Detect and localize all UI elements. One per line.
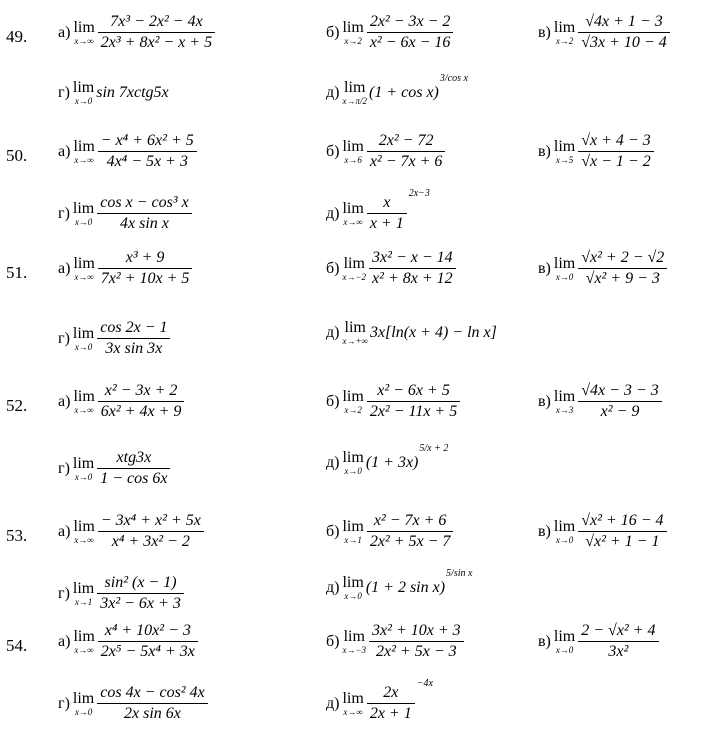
limit-word: lim [72,454,95,472]
limit-word: lim [73,387,95,405]
limit-subscript: x→0 [344,466,362,476]
problem-5-part-b [326,623,465,661]
fraction [98,623,198,661]
numerator: √x + 4 − 3 [581,132,651,149]
problem-1-part-d [58,195,193,233]
problem-2-part-a [58,250,193,288]
fraction [578,623,658,661]
denominator: x² + 8x + 12 [372,269,453,287]
part-label: г) [58,204,70,222]
problem-4-part-d [58,575,185,613]
problem-0-part-d [58,80,169,106]
part-label: а) [58,522,71,540]
numerator: x² − 7x + 6 [373,512,447,529]
problem-number: 53. [6,526,28,545]
problem-5-part-c [538,623,660,661]
problem-3-part-d [58,450,171,488]
limit-subscript: x→∞ [74,154,94,165]
limit-subscript: x→0 [74,216,93,227]
problem-2-part-c [538,250,668,288]
exponent: −4x [416,678,433,689]
numerator: √x² + 2 − √2 [581,249,665,266]
numerator: 2x [383,684,399,701]
problem-2-part-e [326,320,497,346]
part-label: в) [538,259,551,277]
expression: (1 + 3x) [365,454,419,471]
problem-1-part-e [326,188,430,233]
limit-subscript: x→∞ [74,644,94,655]
part-label: в) [538,522,551,540]
problem-4-part-c [538,513,668,551]
fraction [578,250,667,288]
fraction [97,320,170,358]
denominator: x⁴ + 3x² − 2 [111,532,190,550]
limit-word: lim [344,319,366,336]
limit-subscript: x→+∞ [342,336,368,346]
limit-word: lim [343,254,365,272]
problem-1-part-a [58,133,198,171]
limit-operator [342,691,363,717]
limit-word: lim [73,517,95,535]
problem-1-part-c [538,133,655,171]
problem-5-part-e [326,678,433,723]
denominator: 3x sin 3x [105,339,163,357]
limit-operator [342,20,363,46]
fraction [578,513,666,551]
part-label: б) [326,632,340,650]
limit-word: lim [342,18,364,36]
limit-operator [73,581,94,607]
limit-word: lim [342,574,364,591]
limit-word: lim [342,199,364,217]
limit-word: lim [72,579,95,597]
problem-number: 52. [6,396,28,415]
fraction [97,450,170,488]
denominator: 7x² + 10x + 5 [100,269,190,287]
limit-word: lim [72,689,95,707]
denominator: 1 − cos 6x [100,469,168,487]
limit-subscript: x→π/2 [342,96,367,106]
denominator: 2x² + 5x − 7 [369,532,451,550]
fraction [578,383,661,421]
part-label: д) [326,204,340,222]
numerator: cos x − cos³ x [100,194,189,211]
denominator: 2x³ + 8x² − x + 5 [100,33,213,51]
part-label: в) [538,23,551,41]
limit-subscript: x→−3 [342,644,367,655]
numerator: x³ + 9 [125,249,165,266]
limit-operator [554,256,575,282]
fraction [98,14,215,52]
limit-subscript: x→0 [555,271,574,282]
problem-0-part-b [326,14,454,52]
part-label: г) [58,694,70,712]
denominator: x² − 6x − 16 [369,33,451,51]
part-label: б) [326,23,340,41]
limit-word: lim [73,137,95,155]
exponent: 2x−3 [408,188,430,199]
problem-0-part-c [538,14,671,52]
limit-subscript: x→0 [555,644,574,655]
problem-3-part-e [326,443,449,476]
limit-subscript: x→∞ [343,216,363,227]
limit-operator [73,519,94,545]
limit-subscript: x→∞ [74,404,94,415]
limit-subscript: x→0 [74,341,93,352]
limit-subscript: x→2 [344,35,362,46]
limit-word: lim [553,137,576,155]
denominator: 4x sin x [120,214,169,232]
limit-word: lim [553,254,576,272]
part-label: а) [58,259,71,277]
numerator: x² − 3x + 2 [104,382,178,399]
problem-2-part-d [58,320,171,358]
numerator: x⁴ + 10x² − 3 [104,622,191,639]
limit-subscript: x→0 [74,706,93,717]
part-label: г) [58,329,70,347]
fraction [97,575,184,613]
limit-operator [73,456,94,482]
numerator: 7x³ − 2x² − 4x [110,13,203,30]
limit-word: lim [73,254,95,272]
problem-3-part-c [538,383,663,421]
part-label: д) [326,694,340,712]
problem-4-part-a [58,513,205,551]
limit-subscript: x→0 [74,471,93,482]
limit-operator [554,20,575,46]
part-label: д) [326,579,340,596]
problem-0-part-e [326,73,468,106]
fraction [367,513,454,551]
limit-operator [342,575,363,601]
limit-subscript: x→0 [74,96,93,106]
limit-operator [554,519,575,545]
problem-5-part-d [58,685,209,723]
limit-word: lim [73,627,95,645]
fraction [98,250,193,288]
problem-number: 51. [6,263,28,282]
problem-number: 50. [6,146,28,165]
limit-subscript: x→0 [555,534,574,545]
denominator: √x − 1 − 2 [581,152,651,170]
denominator: √3x + 10 − 4 [581,33,667,51]
fraction [369,250,456,288]
exponent: 5/x + 2 [419,443,449,454]
limit-operator [73,201,94,227]
fraction [98,133,197,171]
numerator: xtg3x [116,449,152,466]
limit-operator [73,20,94,46]
limit-operator [342,320,367,346]
part-label: в) [538,142,551,160]
part-label: б) [326,522,340,540]
part-label: а) [58,392,71,410]
limit-word: lim [342,387,364,405]
problem-1-part-b [326,133,446,171]
limit-operator [554,139,575,165]
limit-word: lim [73,18,95,36]
limit-operator [554,389,575,415]
denominator: 2x⁵ − 5x⁴ + 3x [100,642,195,660]
problem-number: 49. [6,27,28,46]
denominator: 2x² − 11x + 5 [369,402,458,420]
denominator: 6x² + 4x + 9 [100,402,182,420]
part-label: а) [58,23,71,41]
problem-3-part-a [58,383,185,421]
limit-operator [342,450,363,476]
fraction [97,685,207,723]
limit-operator [73,80,94,106]
limit-operator [342,256,366,282]
limit-operator [73,326,94,352]
limit-word: lim [343,627,365,645]
numerator: sin² (x − 1) [104,574,177,591]
part-label: г) [58,459,70,477]
fraction [367,685,415,723]
limit-operator [73,256,94,282]
part-label: б) [326,392,340,410]
limit-operator [342,201,363,227]
numerator: − x⁴ + 6x² + 5 [100,132,194,149]
part-label: б) [326,259,340,277]
expression: sin 7xctg5x [96,84,169,101]
denominator: 3x² − 6x + 3 [100,594,181,612]
numerator: √4x − 3 − 3 [581,382,659,399]
limit-word: lim [553,627,576,645]
limit-subscript: x→∞ [74,534,94,545]
limit-word: lim [72,79,95,96]
problem-3-part-b [326,383,461,421]
fraction [97,195,191,233]
part-label: б) [326,142,340,160]
part-label: г) [58,84,70,101]
limit-word: lim [553,517,576,535]
part-label: в) [538,392,551,410]
limit-word: lim [342,517,364,535]
fraction [367,195,407,233]
limit-operator [342,139,363,165]
numerator: x² − 6x + 5 [377,382,450,399]
limit-word: lim [342,449,364,466]
fraction [369,623,464,661]
part-label: д) [326,84,340,101]
fraction [367,383,460,421]
part-label: а) [58,632,71,650]
limit-subscript: x→∞ [74,271,94,282]
limit-operator [73,629,94,655]
limit-word: lim [72,199,95,217]
limit-operator [73,389,94,415]
problem-4-part-b [326,513,454,551]
limit-subscript: x→1 [344,534,362,545]
expression: (1 + 2 sin x) [365,579,446,596]
numerator: cos 4x − cos² 4x [100,684,205,701]
numerator: 2x² − 3x − 2 [369,13,451,30]
limit-subscript: x→−2 [342,271,367,282]
limit-operator [73,691,94,717]
fraction [578,14,669,52]
limit-subscript: x→6 [344,154,362,165]
numerator: 2 − √x² + 4 [581,622,656,639]
numerator: cos 2x − 1 [100,319,168,336]
limit-subscript: x→3 [555,404,574,415]
numerator: − 3x⁴ + x² + 5x [100,512,201,529]
problem-2-part-b [326,250,457,288]
limit-subscript: x→0 [344,591,362,601]
fraction [98,513,204,551]
denominator: x² − 9 [600,402,640,420]
fraction [98,383,185,421]
numerator: 2x² − 72 [378,132,434,149]
denominator: 3x² [608,642,629,660]
fraction [578,133,653,171]
denominator: 2x sin 6x [124,704,181,722]
numerator: √4x + 1 − 3 [585,13,663,30]
limit-subscript: x→2 [555,35,574,46]
limit-word: lim [344,79,366,96]
exponent: 5/sin x [446,568,473,579]
part-label: а) [58,142,71,160]
numerator: 3x² + 10x + 3 [372,622,461,639]
expression: (1 + cos x) [368,84,439,101]
limit-word: lim [342,137,364,155]
limit-operator [73,139,94,165]
denominator: x + 1 [369,214,404,232]
problem-number: 54. [6,636,28,655]
limit-operator [342,389,363,415]
expression: 3x[ln(x + 4) − ln x] [369,324,497,341]
fraction [367,14,454,52]
exponent: 3/cos x [439,73,468,84]
limit-operator [342,519,363,545]
problem-0-part-a [58,14,216,52]
denominator: √x² + 1 − 1 [585,532,660,550]
denominator: 2x + 1 [369,704,412,722]
fraction [367,133,446,171]
problem-5-part-a [58,623,199,661]
denominator: 2x² + 5x − 3 [376,642,457,660]
numerator: √x² + 16 − 4 [581,512,664,529]
limit-operator [554,629,575,655]
limit-word: lim [553,387,576,405]
problem-4-part-e [326,568,473,601]
denominator: √x² + 9 − 3 [585,269,660,287]
part-label: д) [326,324,340,341]
denominator: x² − 7x + 6 [369,152,443,170]
part-label: д) [326,454,340,471]
part-label: г) [58,584,70,602]
limit-operator [342,80,367,106]
limit-word: lim [72,324,95,342]
limit-subscript: x→∞ [74,35,94,46]
numerator: 3x² − x − 14 [372,249,453,266]
limit-word: lim [553,18,576,36]
limit-operator [342,629,366,655]
limit-subscript: x→1 [74,596,93,607]
part-label: в) [538,632,551,650]
limit-subscript: x→5 [555,154,574,165]
limit-subscript: x→2 [344,404,362,415]
limit-word: lim [342,689,364,707]
limit-subscript: x→∞ [343,706,363,717]
denominator: 4x⁴ − 5x + 3 [106,152,188,170]
numerator: x [383,194,391,211]
